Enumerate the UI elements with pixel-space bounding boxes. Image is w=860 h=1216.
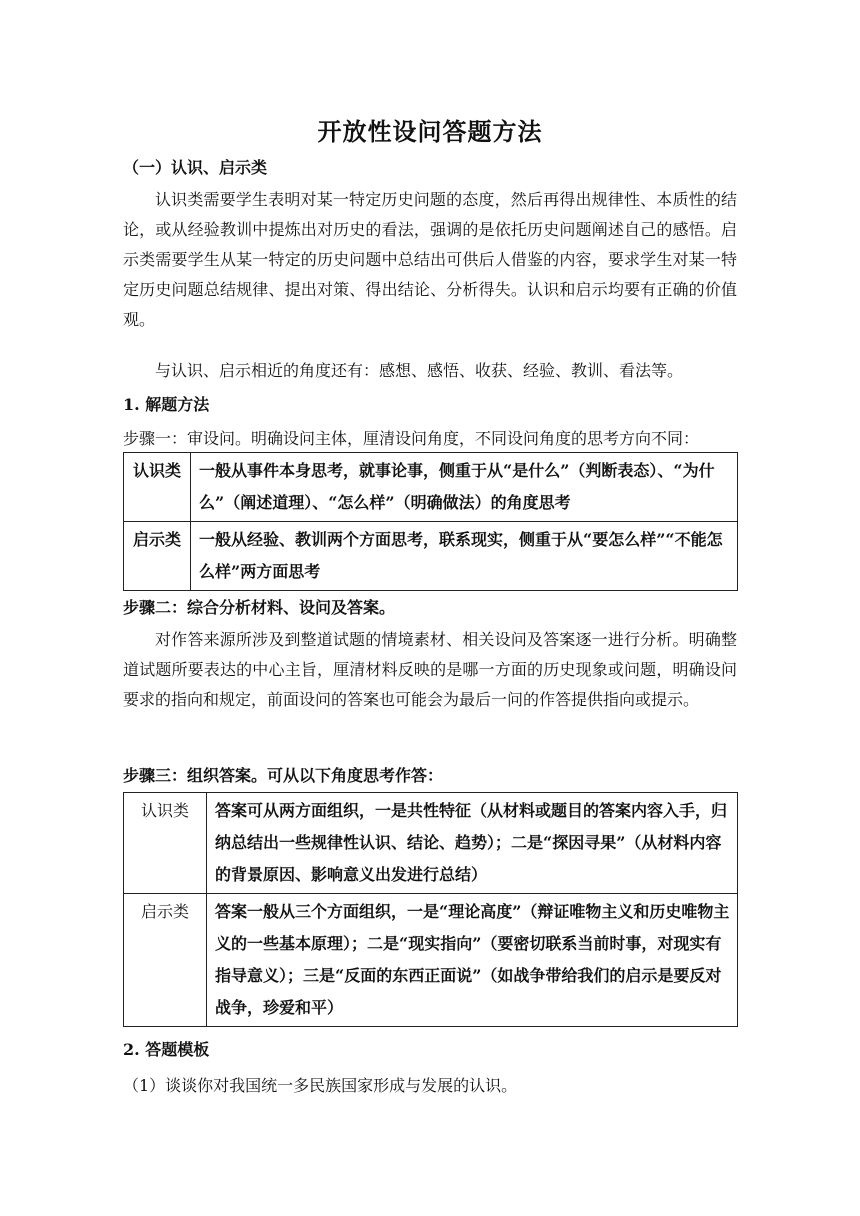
method-heading: 1. 解题方法 [123, 395, 210, 414]
table-row [124, 522, 738, 591]
table-row [124, 793, 738, 894]
intro-paragraph: 认识类需要学生表明对某一特定历史问题的态度，然后再得出规律性、本质性的结论，或从经验教训中提炼出对历史的看法，强调的是依托历史问题阐述自己的感悟。启示类需要学生从某一特定的历史问题中总结出可供后人借鉴的内容，要求学生对某一特定历史问题总结规律、提出对策、得出结论、分析得失。认识和启示均要有正确的价值观。 [123, 190, 737, 329]
related-angles-paragraph: 与认识、启示相近的角度还有：感想、感悟、收获、经验、教训、看法等。 [155, 361, 684, 380]
table-key: 启示类 [124, 894, 207, 1027]
section-heading: （一）认识、启示类 [123, 158, 268, 177]
page-title: 开放性设问答题方法 [317, 117, 543, 146]
step2-text: 步骤二：综合分析材料、设问及答案。 [123, 598, 396, 617]
table-key: 启示类 [124, 522, 191, 591]
step3-table [123, 792, 738, 1027]
table-row [124, 894, 738, 1027]
step3-text: 步骤三：组织答案。可从以下角度思考作答： [123, 766, 444, 785]
table-value: 答案可从两方面组织，一是共性特征（从材料或题目的答案内容入手，归纳总结出一些规律性认识、结论、趋势）；二是“探因寻果”（从材料内容的背景原因、影响意义出发进行总结） [207, 793, 738, 894]
table-value: 一般从经验、教训两个方面思考，联系现实，侧重于从“要怎么样”“不能怎么样”两方面思考 [191, 522, 738, 591]
table-value: 一般从事件本身思考，就事论事，侧重于从“是什么”（判断表态）、“为什么”（阐述道理）、“怎么样”（明确做法）的角度思考 [191, 453, 738, 522]
table-row [124, 453, 738, 522]
template-item: （1）谈谈你对我国统一多民族国家形成与发展的认识。 [123, 1076, 518, 1095]
step1-text: 步骤一：审设问。明确设问主体，厘清设问角度，不同设问角度的思考方向不同： [123, 429, 700, 448]
template-heading: 2. 答题模板 [123, 1040, 210, 1059]
table-key: 认识类 [124, 793, 207, 894]
table-key: 认识类 [124, 453, 191, 522]
table-value: 答案一般从三个方面组织，一是“理论高度”（辩证唯物主义和历史唯物主义的一些基本原理）；二是“现实指向”（要密切联系当前时事，对现实有指导意义）；三是“反面的东西正面说”（如战争带给我们的启示是要反对战争，珍爱和平） [207, 894, 738, 1027]
step2-paragraph: 对作答来源所涉及到整道试题的情境素材、相关设问及答案逐一进行分析。明确整道试题所要表达的中心主旨，厘清材料反映的是哪一方面的历史现象或问题，明确设问要求的指向和规定，前面设问的答案也可能会为最后一问的作答提供指向或提示。 [123, 630, 737, 709]
step1-table [123, 452, 738, 591]
